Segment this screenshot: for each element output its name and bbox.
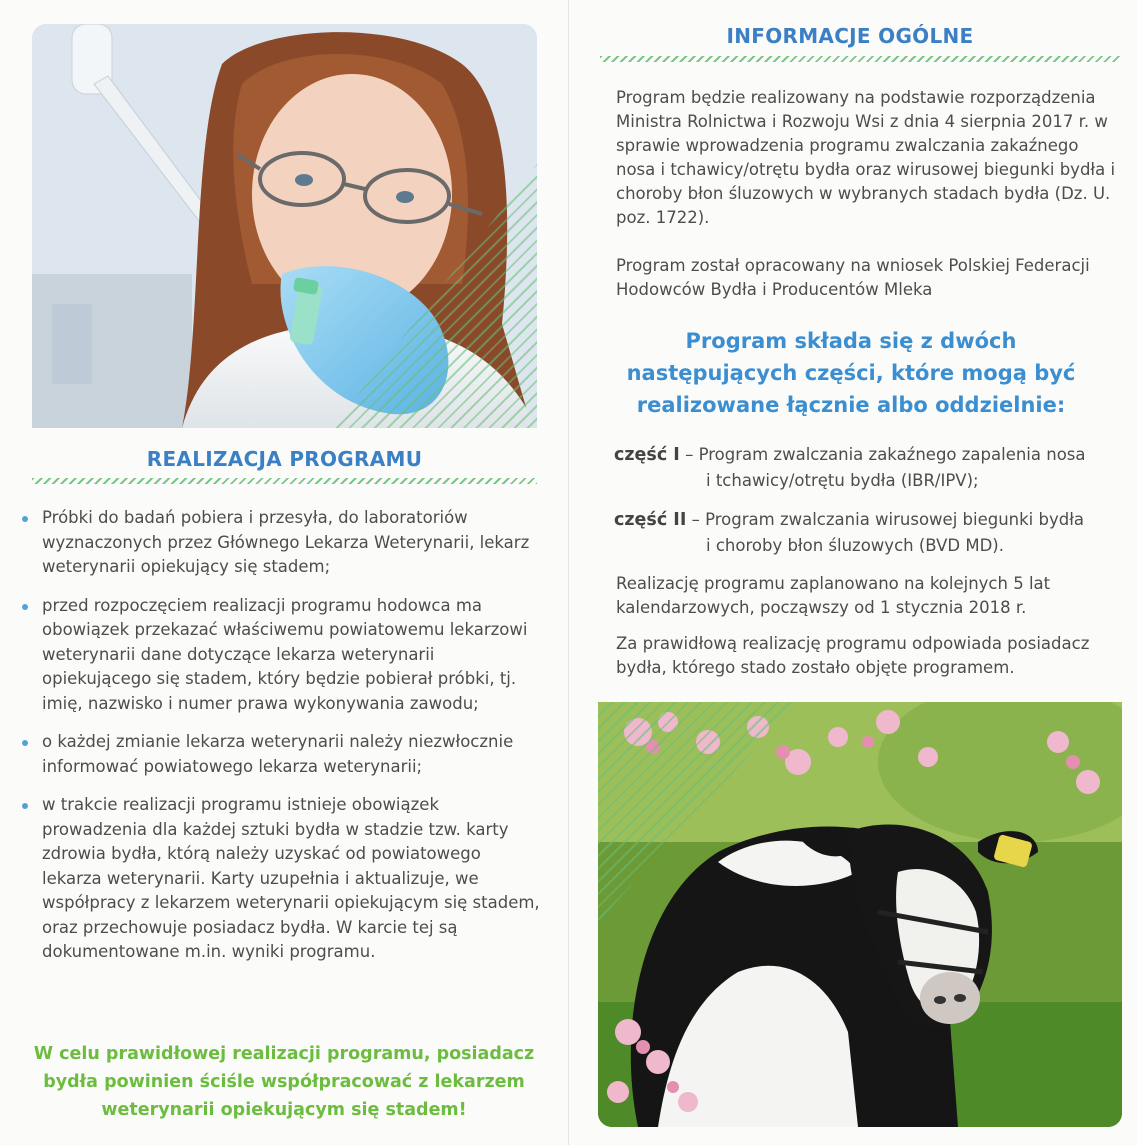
cow-photo [598, 702, 1122, 1127]
legal-basis-paragraph: Program będzie realizowany na podstawie rozporządzenia Ministra Rolnictwa i Rozwoju Wsi z dnia 4 sierpnia 2017 r. w sprawie wprowadzenia programu zwalczania zakaźnego nosa i tchawicy/otrętu bydła oraz wirusowej biegunki bydła i choroby błon śluzowych w wybranych stadach bydła (Dz. U. poz. 1722). [616, 88, 1116, 227]
program-part-1 [614, 442, 1124, 493]
federation-paragraph: Program został opracowany na wniosek Polskiej Federacji Hodowców Bydła i Producentów Mleka [616, 256, 1090, 299]
schedule-paragraph: Realizację programu zaplanowano na kolejnych 5 lat kalendarzowych, począwszy od 1 stycznia 2018 r. [616, 574, 1051, 617]
part-2-label: część II [614, 510, 687, 530]
part-1-line2: i tchawicy/otrętu bydła (IBR/IPV); [706, 471, 979, 490]
cow-blossom-illustration [598, 702, 1122, 1127]
part-1-label: część I [614, 445, 680, 465]
lab-scientist-illustration [32, 24, 537, 428]
lab-scientist-photo [32, 24, 537, 428]
realizacja-title: REALIZACJA PROGRAMU [146, 447, 423, 471]
responsibility-paragraph: Za prawidłową realizację programu odpowiada posiadacz bydła, którego stado zostało objęte programem. [616, 634, 1090, 677]
informacje-title-rule [600, 56, 1120, 62]
list-item: przed rozpoczęciem realizacji programu hodowca ma obowiązek przekazać właściwemu powiatowemu lekarzowi weterynarii dane dotyczące lekarza weterynarii opiekującego się stadem, który będzie pobierał próbki, tj. imię, nazwisko i numer prawa wykonywania zawodu; [20, 594, 540, 717]
page-fold [568, 0, 569, 1145]
program-parts-heading: Program składa się z dwóch następujących części, które mogą być realizowane łącznie albo oddzielnie: [626, 329, 1076, 417]
list-item: o każdej zmianie lekarza weterynarii należy niezwłocznie informować powiatowego lekarza weterynarii; [20, 730, 540, 779]
realization-bullet-list [20, 506, 540, 979]
part-1-line1: – Program zwalczania zakaźnego zapalenia nosa [685, 445, 1086, 464]
realizacja-title-rule [32, 478, 537, 484]
closing-statement: W celu prawidłowej realizacji programu, posiadacz bydła powinien ściśle współpracować z lekarzem weterynarii opiekującym się stadem! [33, 1044, 535, 1120]
part-2-line2: i choroby błon śluzowych (BVD MD). [706, 536, 1004, 555]
program-part-2 [614, 507, 1124, 558]
list-item: Próbki do badań pobiera i przesyła, do laboratoriów wyznaczonych przez Głównego Lekarza Weterynarii, lekarz weterynarii opiekujący się stadem; [20, 506, 540, 580]
part-2-line1: – Program zwalczania wirusowej biegunki bydła [691, 510, 1085, 529]
informacje-title: INFORMACJE OGÓLNE [726, 24, 974, 48]
list-item: w trakcie realizacji programu istnieje obowiązek prowadzenia dla każdej sztuki bydła w stadzie tzw. karty zdrowia bydła, którą należy uzyskać od powiatowego lekarza weterynarii. Karty uzupełnia i aktualizuje, we współpracy z lekarzem weterynarii opiekującym się stadem, oraz przechowuje posiadacz bydła. W karcie tej są dokumentowane m.in. wyniki programu. [20, 793, 540, 965]
